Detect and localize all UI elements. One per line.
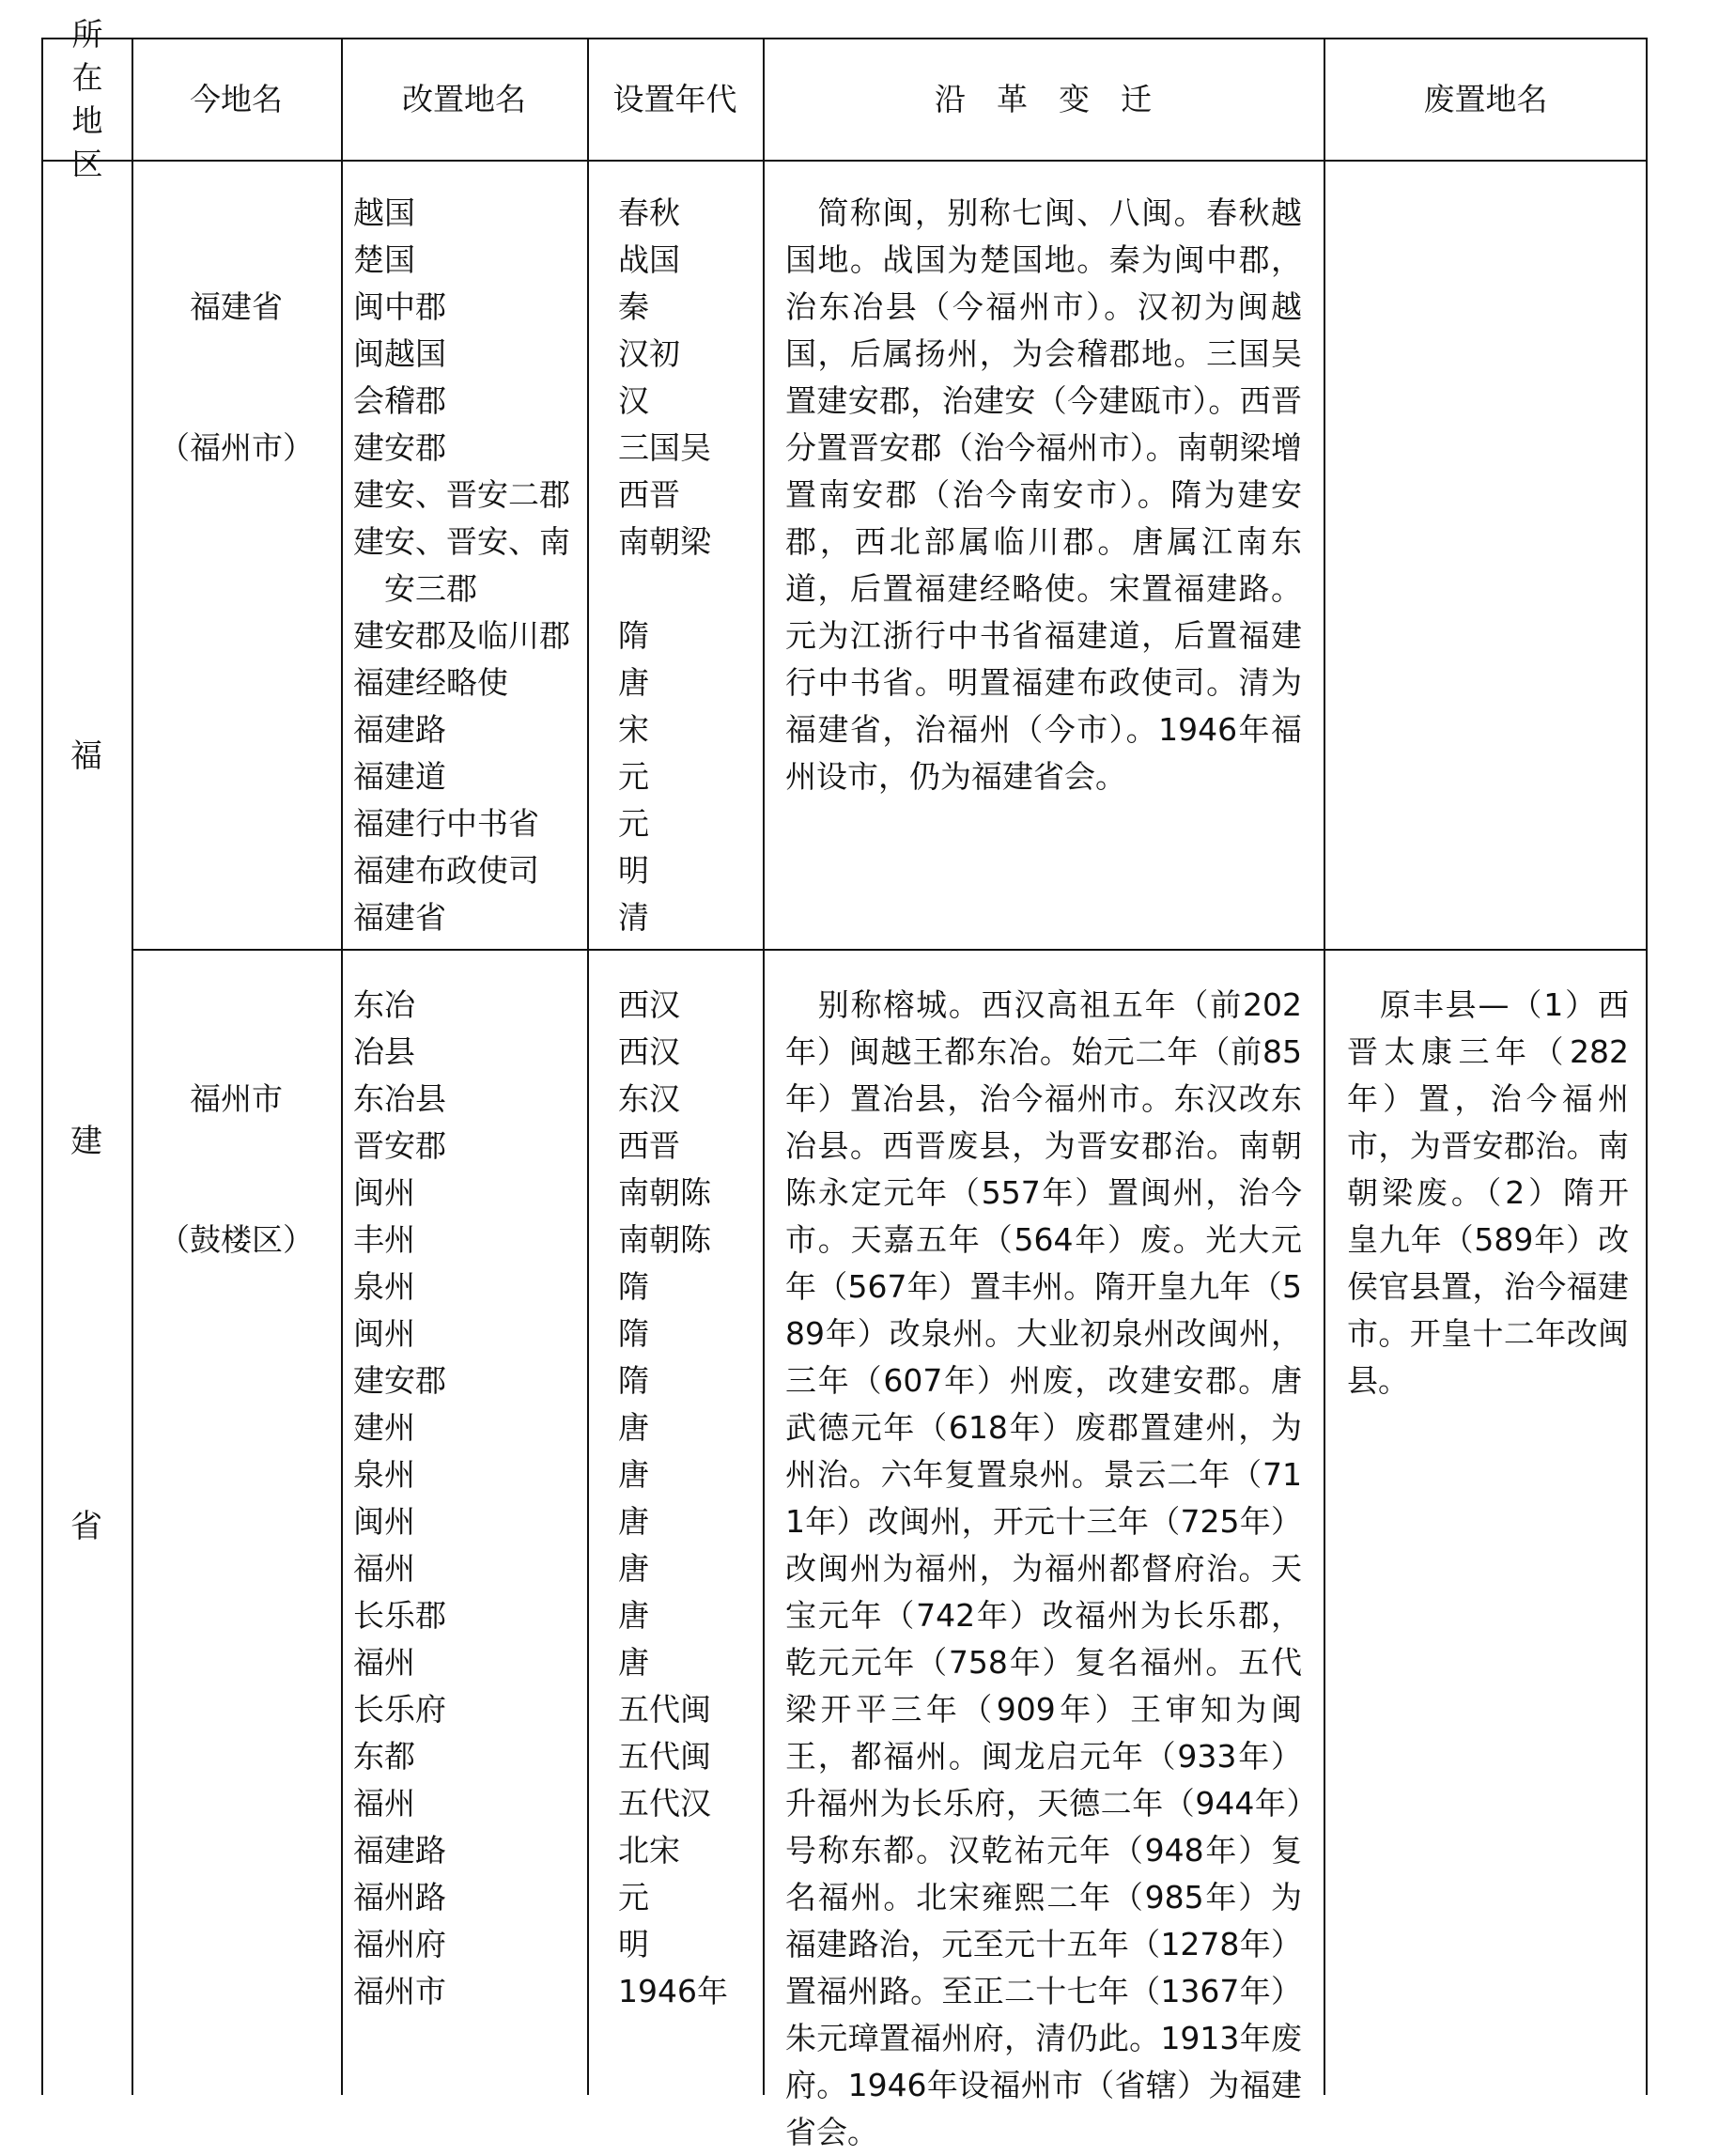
era-item: 南朝陈 xyxy=(618,1221,711,1258)
era-item: 元 xyxy=(618,1879,649,1916)
col-divider xyxy=(1324,39,1325,2095)
era-item: 隋 xyxy=(618,1362,649,1399)
changed-name-item: 闽越国 xyxy=(353,335,446,372)
changed-name-item: 闽中郡 xyxy=(353,288,446,325)
era-item: 唐 xyxy=(618,1597,649,1634)
era-item: 西汉 xyxy=(618,986,680,1023)
era-item xyxy=(618,566,759,613)
changed-name-item: 晋安郡 xyxy=(353,1127,446,1164)
changed-name-item: 闽州 xyxy=(353,1503,415,1540)
era-item: 唐 xyxy=(618,1503,649,1540)
changed-name-item: 东冶县 xyxy=(353,1080,446,1117)
era-item: 隋 xyxy=(618,617,649,654)
header-era: 设置年代 xyxy=(612,81,737,117)
changed-name-item: 福建道 xyxy=(353,758,446,795)
changed-name-item: 建安、晋安二郡 xyxy=(353,476,570,513)
changed-name-item: 福建行中书省 xyxy=(353,805,539,842)
era-item: 五代闽 xyxy=(618,1738,711,1775)
row2-current-name xyxy=(132,982,341,1357)
current-name-line: 福州市 xyxy=(190,1080,283,1117)
era-item: 清 xyxy=(618,899,649,936)
changed-name-item: 福建路 xyxy=(353,1832,446,1869)
changed-name-item: 建安郡 xyxy=(353,429,446,466)
changed-name-item: 建安郡 xyxy=(353,1362,446,1399)
era-item: 北宋 xyxy=(618,1832,680,1869)
col-divider xyxy=(587,39,589,2095)
row-divider xyxy=(132,949,1646,951)
changed-name-item: 福建省 xyxy=(353,899,446,936)
changed-name-item: 福州 xyxy=(353,1550,415,1587)
changed-name-item: 福建路 xyxy=(353,711,446,748)
changed-name-item: 东都 xyxy=(353,1738,415,1775)
changed-name-item: 长乐郡 xyxy=(353,1597,446,1634)
changed-name-item: 楚国 xyxy=(353,241,415,278)
row2-abolished: 原丰县—（1）西晋太康三年（282年）置，治今福州市，为晋安郡治。南朝梁废。（2）隋开皇九年（589年）改侯官县置，治今福建市。开皇十二年改闽县。 xyxy=(1347,986,1629,1399)
row2-changed-names xyxy=(353,982,583,2015)
era-item: 南朝梁 xyxy=(618,523,711,560)
era-item: 汉 xyxy=(618,382,649,419)
era-item: 汉初 xyxy=(618,335,680,372)
era-item: 春秋 xyxy=(618,194,680,231)
era-item: 五代汉 xyxy=(618,1785,711,1822)
changed-name-item: 福建经略使 xyxy=(353,664,508,701)
era-item: 南朝陈 xyxy=(618,1174,711,1211)
era-item: 唐 xyxy=(618,1550,649,1587)
era-item: 唐 xyxy=(618,1456,649,1493)
era-item: 元 xyxy=(618,805,649,842)
era-item: 宋 xyxy=(618,711,649,748)
era-item: 1946年 xyxy=(618,1973,728,2009)
era-item: 西汉 xyxy=(618,1033,680,1070)
col-divider xyxy=(763,39,765,2095)
row1-changed-names xyxy=(353,190,583,941)
changed-name-item: 福州市 xyxy=(353,1973,446,2009)
header-history: 沿 革 变 迁 xyxy=(935,81,1152,117)
header-abolished: 废置地名 xyxy=(1423,81,1548,117)
era-item: 唐 xyxy=(618,1644,649,1681)
era-item: 西晋 xyxy=(618,1127,680,1164)
history-table xyxy=(41,16,1648,2150)
header-current-name: 今地名 xyxy=(190,81,283,117)
era-item: 秦 xyxy=(618,288,649,325)
header-changed-names: 改置地名 xyxy=(402,81,526,117)
era-item: 三国吴 xyxy=(618,429,711,466)
changed-name-item: 建安郡及临川郡 xyxy=(353,617,570,654)
era-item: 唐 xyxy=(618,664,649,701)
row1-history: 简称闽，别称七闽、八闽。春秋越国地。战国为楚国地。秦为闽中郡，治东冶县（今福州市）。汉初为闽越国，后属扬州，为会稽郡地。三国吴置建安郡，治建安（今建瓯市）。西晋分置晋安郡（治今福州市）。南朝梁增置南安郡（治今南安市）。隋为建安郡，西北部属临川郡。唐属江南东道，后置福建经略使。宋置福建路。元为江浙行中书省福建道，后置福建行中书省。明置福建布政使司。清为福建省，治福州（今市）。1946年福州设市，仍为福建省会。 xyxy=(785,194,1302,795)
era-item: 隋 xyxy=(618,1268,649,1305)
changed-name-item: 丰州 xyxy=(353,1221,415,1258)
changed-name-item: 闽州 xyxy=(353,1315,415,1352)
era-item: 明 xyxy=(618,852,649,889)
changed-name-item: 福州府 xyxy=(353,1926,446,1962)
changed-name-item: 长乐府 xyxy=(353,1691,446,1728)
changed-name-item: 东冶 xyxy=(353,986,415,1023)
region-char: 建 xyxy=(70,1123,102,1160)
era-item: 明 xyxy=(618,1926,649,1962)
era-item: 五代闽 xyxy=(618,1691,711,1728)
changed-name-item: 泉州 xyxy=(353,1456,415,1493)
era-item: 隋 xyxy=(618,1315,649,1352)
changed-name-item: 福州 xyxy=(353,1644,415,1681)
changed-name-item: 福建布政使司 xyxy=(353,852,539,889)
current-name-line: （福州市） xyxy=(159,429,314,466)
changed-name-item: 越国 xyxy=(353,194,415,231)
current-name-line: 福建省 xyxy=(190,288,283,325)
changed-name-item: 会稽郡 xyxy=(353,382,446,419)
header-region: 所在地区 xyxy=(71,16,103,182)
changed-name-item: 安三郡 xyxy=(353,570,477,607)
era-item: 西晋 xyxy=(618,476,680,513)
row1-current-name xyxy=(132,190,341,566)
era-item: 东汉 xyxy=(618,1080,680,1117)
era-item: 唐 xyxy=(618,1409,649,1446)
changed-name-item: 建安、晋安、南 xyxy=(353,523,570,560)
header-divider xyxy=(43,160,1646,162)
row2-history: 别称榕城。西汉高祖五年（前202年）闽越王都东冶。始元二年（前85年）置冶县，治今福州市。东汉改东冶县。西晋废县，为晋安郡治。南朝陈永定元年（557年）置闽州，治今市。天嘉五年（564年）废。光大元年（567年）置丰州。隋开皇九年（589年）改泉州。大业初泉州改闽州，三年（607年）州废，改建安郡。唐武德元年（618年）废郡置建州，为州治。六年复置泉州。景云二年（711年）改闽州，开元十三年（725年）改闽州为福州，为福州都督府治。天宝元年（742年）改福州为长乐郡，乾元元年（758年）复名福州。五代梁开平三年（909年）王审知为闽王，都福州。闽龙启元年（933年）升福州为长乐府，天德二年（944年）号称东都。汉乾祐元年（948年）复名福州。北宋雍熙二年（985年）为福建路治，元至元十五年（1278年）置福州路。至正二十七年（1367年）朱元璋置福州府，清仍此。1913年废府。1946年设福州市（省辖）为福建省会。 xyxy=(785,986,1302,2150)
col-divider xyxy=(341,39,343,2095)
era-item: 战国 xyxy=(618,241,680,278)
era-item: 元 xyxy=(618,758,649,795)
current-name-line: （鼓楼区） xyxy=(159,1221,314,1258)
row1-eras xyxy=(618,190,759,941)
changed-name-item: 闽州 xyxy=(353,1174,415,1211)
changed-name-item: 福州路 xyxy=(353,1879,446,1916)
region-char: 福 xyxy=(70,737,102,775)
changed-name-item: 冶县 xyxy=(353,1033,415,1070)
changed-name-item: 建州 xyxy=(353,1409,415,1446)
row2-eras xyxy=(618,982,759,2015)
changed-name-item: 福州 xyxy=(353,1785,415,1822)
changed-name-item: 泉州 xyxy=(353,1268,415,1305)
region-char: 省 xyxy=(70,1508,102,1545)
